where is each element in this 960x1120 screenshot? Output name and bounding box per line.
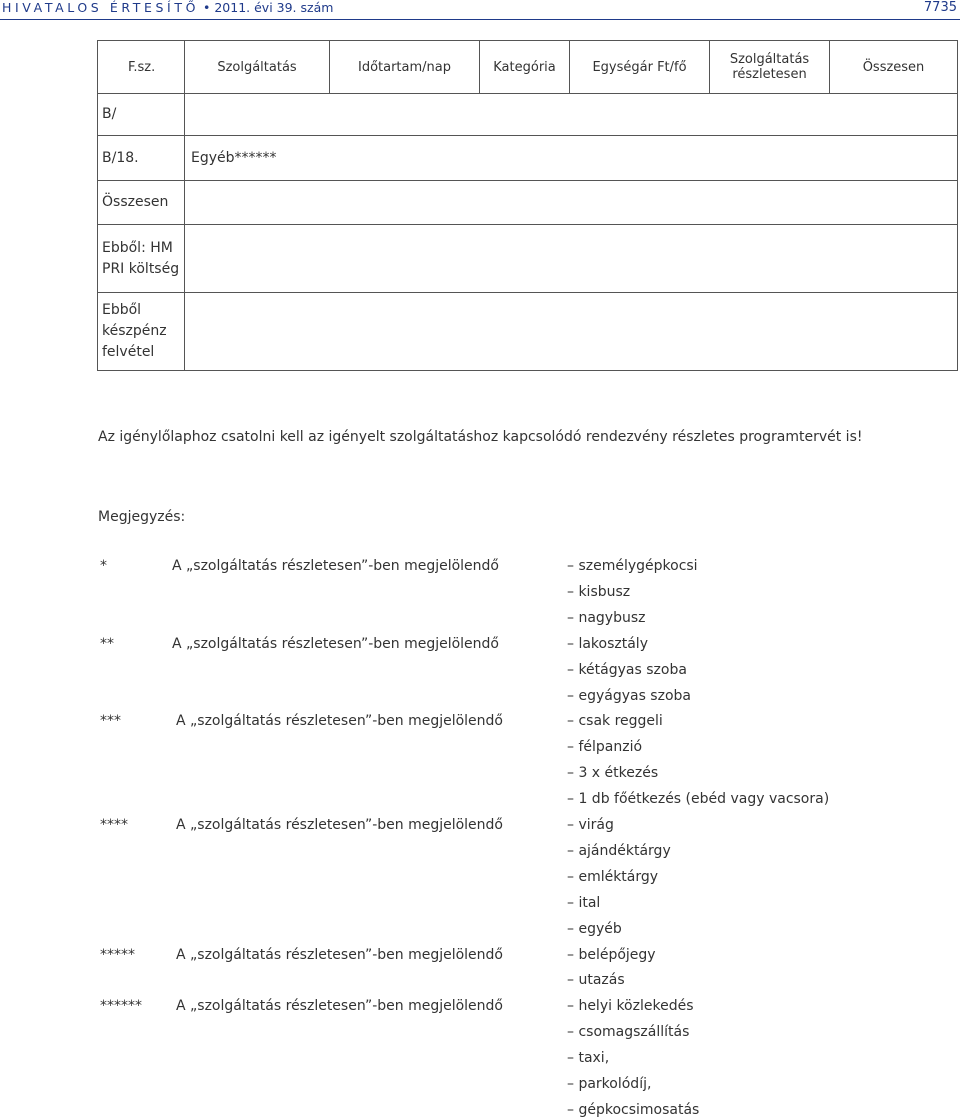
publication-info xyxy=(2,0,333,15)
note-item: – csak reggeli xyxy=(567,713,663,730)
row-label: Ebből: HM PRI költség xyxy=(98,225,185,293)
row-cell xyxy=(185,181,958,225)
note-marker: ** xyxy=(100,635,114,652)
note-description: A „szolgáltatás részletesen”-ben megjelölendő xyxy=(172,558,499,574)
note-description: A „szolgáltatás részletesen”-ben megjelölendő xyxy=(176,817,503,833)
note-item: – parkolódíj, xyxy=(567,1076,652,1092)
note-item: – helyi közlekedés xyxy=(567,998,694,1015)
row-category: Egyéb****** xyxy=(185,136,958,181)
col-header-reszletesen: Szolgáltatás részletesen xyxy=(710,41,830,94)
note-item: – kisbusz xyxy=(567,583,631,600)
note-description: A „szolgáltatás részletesen”-ben megjelölendő xyxy=(176,713,503,730)
note-item: – csomagszállítás xyxy=(567,1024,690,1041)
note-item: – utazás xyxy=(567,972,625,989)
note-item: – lakosztály xyxy=(567,635,648,652)
table-row xyxy=(98,293,958,371)
note-item: – félpanzió xyxy=(567,739,643,756)
running-header xyxy=(0,0,960,18)
table-row xyxy=(98,136,958,181)
notes-heading: Megjegyzés: xyxy=(98,509,186,525)
row-cell xyxy=(185,94,958,136)
note-item: – ajándéktárgy xyxy=(567,842,671,859)
service-table xyxy=(97,40,958,371)
table-header-row xyxy=(98,41,958,94)
note-item: – személygépkocsi xyxy=(567,558,698,574)
table-row xyxy=(98,225,958,293)
note-marker: ****** xyxy=(100,998,142,1015)
col-header-fsz: F.sz. xyxy=(98,41,185,94)
note-item: – gépkocsimosatás xyxy=(567,1101,700,1118)
row-label: B/ xyxy=(98,94,185,136)
note-marker: *** xyxy=(100,713,121,730)
col-header-egysegar: Egységár Ft/fő xyxy=(570,41,710,94)
note-item: – emléktárgy xyxy=(567,868,659,885)
header-rule xyxy=(0,19,960,20)
note-item: – nagybusz xyxy=(567,609,646,626)
note-marker: **** xyxy=(100,817,128,833)
row-cell xyxy=(185,225,958,293)
note-description: A „szolgáltatás részletesen”-ben megjelölendő xyxy=(176,946,503,963)
note-item: – virág xyxy=(567,817,614,833)
publication-title: HIVATALOS ÉRTESÍTŐ xyxy=(2,0,200,15)
col-header-kategoria: Kategória xyxy=(480,41,570,94)
col-header-idotartam: Időtartam/nap xyxy=(330,41,480,94)
note-description: A „szolgáltatás részletesen”-ben megjelölendő xyxy=(172,635,499,652)
note-item: – belépőjegy xyxy=(567,946,656,963)
note-marker: * xyxy=(100,558,107,574)
row-label: Összesen xyxy=(98,181,185,225)
note-description: A „szolgáltatás részletesen”-ben megjelölendő xyxy=(176,998,503,1015)
note-item: – 3 x étkezés xyxy=(567,765,659,782)
note-item: – 1 db főétkezés (ebéd vagy vacsora) xyxy=(567,791,830,808)
note-marker: ***** xyxy=(100,946,135,963)
attachment-notice: Az igénylőlaphoz csatolni kell az igényelt szolgáltatáshoz kapcsolódó rendezvény részletes programtervét is! xyxy=(98,429,863,445)
note-item: – egyágyas szoba xyxy=(567,687,691,704)
table-row xyxy=(98,181,958,225)
col-header-szolgaltatas: Szolgáltatás xyxy=(185,41,330,94)
row-label: B/18. xyxy=(98,136,185,181)
page-number: 7735 xyxy=(923,0,957,15)
note-item: – taxi, xyxy=(567,1050,610,1067)
row-label: Ebből készpénz felvétel xyxy=(98,293,185,371)
note-item: – kétágyas szoba xyxy=(567,661,687,678)
col-header-osszesen: Összesen xyxy=(830,41,958,94)
table-row xyxy=(98,94,958,136)
note-item: – ital xyxy=(567,894,601,911)
issue-info: • 2011. évi 39. szám xyxy=(203,0,334,15)
row-cell xyxy=(185,293,958,371)
note-item: – egyéb xyxy=(567,920,622,937)
